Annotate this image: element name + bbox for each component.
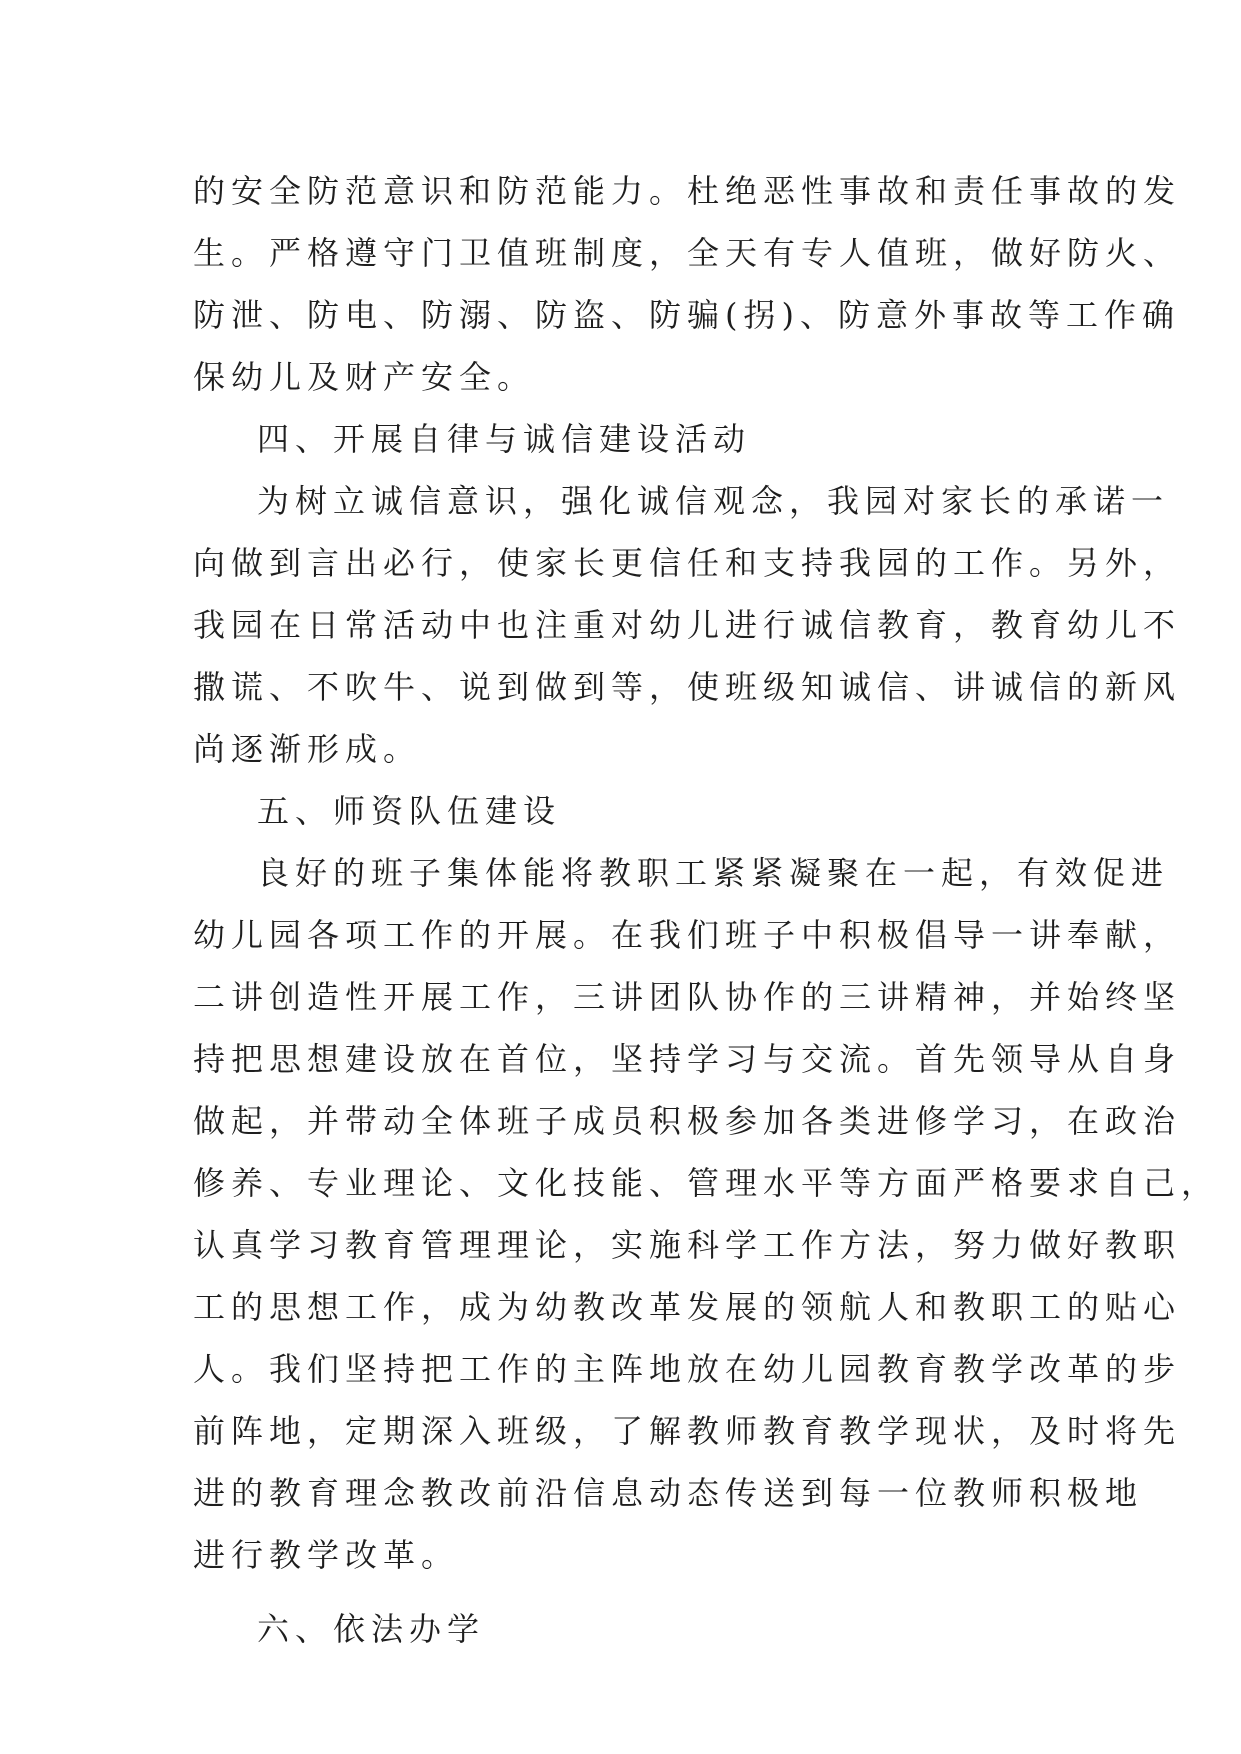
paragraph-line: 前阵地，定期深入班级，了解教师教育教学现状，及时将先 <box>193 1412 1182 1450</box>
paragraph-line: 进的教育理念教改前沿信息动态传送到每一位教师积极地 <box>193 1474 1144 1512</box>
section-heading: 五、师资队伍建设 <box>257 792 562 830</box>
paragraph-line: 认真学习教育管理理论，实施科学工作方法，努力做好教职 <box>193 1226 1182 1264</box>
paragraph-line: 持把思想建设放在首位，坚持学习与交流。首先领导从自身 <box>193 1040 1182 1078</box>
paragraph-line: 工的思想工作，成为幼教改革发展的领航人和教职工的贴心 <box>193 1288 1182 1326</box>
paragraph-line: 保幼儿及财产安全。 <box>193 358 536 396</box>
paragraph-line: 进行教学改革。 <box>193 1536 460 1574</box>
paragraph-line: 二讲创造性开展工作，三讲团队协作的三讲精神，并始终坚 <box>193 978 1182 1016</box>
document-body <box>193 160 1220 1660</box>
section-heading: 四、开展自律与诚信建设活动 <box>257 420 752 458</box>
paragraph-line: 尚逐渐形成。 <box>193 730 422 768</box>
paragraph-line: 的安全防范意识和防范能力。杜绝恶性事故和责任事故的发 <box>193 172 1182 210</box>
paragraph-line: 良好的班子集体能将教职工紧紧凝聚在一起，有效促进 <box>257 854 1170 892</box>
paragraph-line: 修养、专业理论、文化技能、管理水平等方面严格要求自己， <box>193 1164 1220 1202</box>
paragraph-line: 向做到言出必行，使家长更信任和支持我园的工作。另外， <box>193 544 1182 582</box>
paragraph-line: 幼儿园各项工作的开展。在我们班子中积极倡导一讲奉献， <box>193 916 1182 954</box>
paragraph-line: 做起，并带动全体班子成员积极参加各类进修学习，在政治 <box>193 1102 1182 1140</box>
paragraph-line: 撒谎、不吹牛、说到做到等，使班级知诚信、讲诚信的新风 <box>193 668 1182 706</box>
section-heading: 六、依法办学 <box>257 1610 486 1648</box>
paragraph-line: 人。我们坚持把工作的主阵地放在幼儿园教育教学改革的步 <box>193 1350 1182 1388</box>
paragraph-line: 我园在日常活动中也注重对幼儿进行诚信教育，教育幼儿不 <box>193 606 1182 644</box>
paragraph-line: 防泄、防电、防溺、防盗、防骗(拐)、防意外事故等工作确 <box>193 296 1180 334</box>
paragraph-line: 生。严格遵守门卫值班制度，全天有专人值班，做好防火、 <box>193 234 1182 272</box>
paragraph-line: 为树立诚信意识，强化诚信观念，我园对家长的承诺一 <box>257 482 1170 520</box>
